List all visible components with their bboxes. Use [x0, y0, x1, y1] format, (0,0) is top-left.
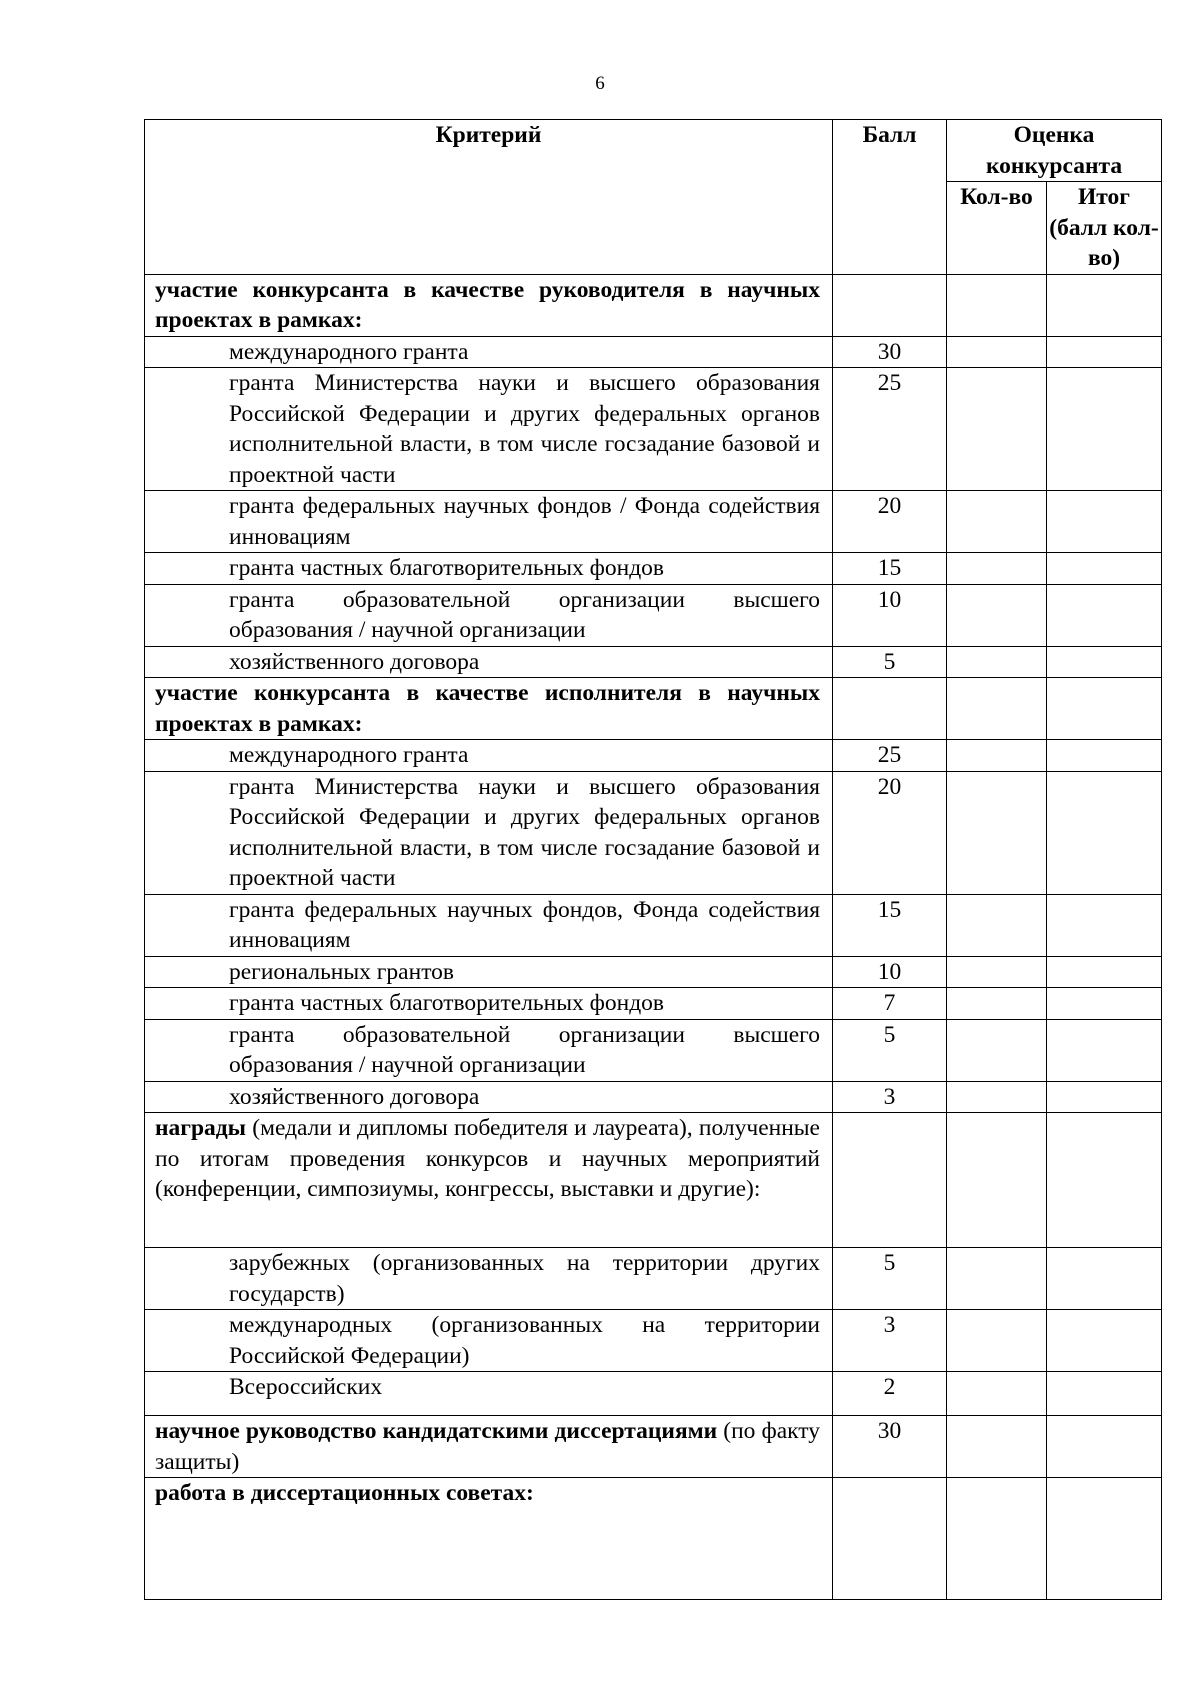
score-cell: 2 [833, 1372, 947, 1416]
table-row [145, 368, 1162, 491]
header-total: Итог (балл кол-во) [1047, 182, 1162, 275]
section-leader-projects: участие конкурсанта в качестве руководителя в научных проектах в рамках: [145, 274, 833, 336]
section-dissertation-supervision [145, 1416, 833, 1478]
awards-description: (медали и дипломы победителя и лауреата), полученные по итогам проведения конкурсов и научных мероприятий (конференции, симпозиумы, конгрессы, выставки и другие): [155, 1115, 820, 1202]
header-assessment: Оценка конкурсанта [947, 120, 1162, 182]
score-cell: 5 [833, 646, 947, 678]
score-cell: 3 [833, 1310, 947, 1372]
total-cell [1047, 491, 1162, 553]
count-cell [947, 1416, 1047, 1478]
score-cell: 7 [833, 988, 947, 1020]
table-row [145, 1113, 1162, 1248]
table-row [145, 988, 1162, 1020]
criterion-cell: хозяйственного договора [145, 646, 833, 678]
criterion-cell: международных (организованных на территории Российской Федерации) [145, 1310, 833, 1372]
score-cell: 15 [833, 894, 947, 956]
table-header-row [145, 120, 1162, 182]
count-cell [947, 956, 1047, 988]
table-row [145, 771, 1162, 894]
total-cell [1047, 740, 1162, 772]
criterion-cell: гранта частных благотворительных фондов [145, 988, 833, 1020]
criterion-cell: гранта Министерства науки и высшего образования Российской Федерации и других федеральных органов исполнительной власти, в том числе госзадание базовой и проектной части [145, 368, 833, 491]
total-cell [1047, 1248, 1162, 1310]
count-cell [947, 1081, 1047, 1113]
score-cell: 25 [833, 740, 947, 772]
score-cell: 30 [833, 1416, 947, 1478]
score-cell: 5 [833, 1248, 947, 1310]
score-cell: 30 [833, 336, 947, 368]
table-row [145, 1478, 1162, 1600]
table-row [145, 584, 1162, 646]
table-row [145, 553, 1162, 585]
table-row [145, 1019, 1162, 1081]
score-cell: 15 [833, 553, 947, 585]
count-cell [947, 1372, 1047, 1416]
criterion-cell: Всероссийских [145, 1372, 833, 1416]
total-cell [1047, 1310, 1162, 1372]
count-cell [947, 678, 1047, 740]
table-row [145, 491, 1162, 553]
table-row [145, 274, 1162, 336]
score-cell: 25 [833, 368, 947, 491]
total-cell [1047, 584, 1162, 646]
count-cell [947, 740, 1047, 772]
score-cell [833, 1113, 947, 1248]
awards-bold-label: награды [155, 1115, 247, 1141]
criterion-cell: зарубежных (организованных на территории других государств) [145, 1248, 833, 1310]
table-row [145, 740, 1162, 772]
criterion-cell: гранта федеральных научных фондов, Фонда содействия инновациям [145, 894, 833, 956]
count-cell [947, 1248, 1047, 1310]
header-criterion: Критерий [145, 120, 833, 275]
count-cell [947, 988, 1047, 1020]
table-row [145, 894, 1162, 956]
score-cell: 10 [833, 584, 947, 646]
count-cell [947, 1310, 1047, 1372]
criterion-cell: хозяйственного договора [145, 1081, 833, 1113]
criterion-cell: гранта частных благотворительных фондов [145, 553, 833, 585]
table-row [145, 678, 1162, 740]
page-number: 6 [595, 73, 605, 94]
criterion-cell: гранта федеральных научных фондов / Фонда содействия инновациям [145, 491, 833, 553]
count-cell [947, 584, 1047, 646]
count-cell [947, 553, 1047, 585]
total-cell [1047, 274, 1162, 336]
table-row [145, 1248, 1162, 1310]
table-row [145, 956, 1162, 988]
total-cell [1047, 553, 1162, 585]
score-cell: 5 [833, 1019, 947, 1081]
total-cell [1047, 1019, 1162, 1081]
criterion-cell: региональных грантов [145, 956, 833, 988]
count-cell [947, 1019, 1047, 1081]
count-cell [947, 894, 1047, 956]
section-executor-projects: участие конкурсанта в качестве исполнителя в научных проектах в рамках: [145, 678, 833, 740]
table-row [145, 336, 1162, 368]
header-score: Балл [833, 120, 947, 275]
table-row [145, 1416, 1162, 1478]
criterion-cell: гранта Министерства науки и высшего образования Российской Федерации и других федеральных органов исполнительной власти, в том числе госзадание базовой и проектной части [145, 771, 833, 894]
supervision-bold-label: научное руководство кандидатскими диссертациями [155, 1418, 718, 1444]
count-cell [947, 336, 1047, 368]
score-cell: 10 [833, 956, 947, 988]
total-cell [1047, 336, 1162, 368]
count-cell [947, 368, 1047, 491]
score-cell [833, 274, 947, 336]
count-cell [947, 646, 1047, 678]
table-row [145, 1372, 1162, 1416]
score-cell [833, 678, 947, 740]
table-row [145, 646, 1162, 678]
count-cell [947, 491, 1047, 553]
count-cell [947, 771, 1047, 894]
total-cell [1047, 368, 1162, 491]
total-cell [1047, 1372, 1162, 1416]
criteria-table [144, 119, 1162, 1600]
supervision-description: (по факту защиты) [155, 1418, 820, 1475]
total-cell [1047, 1416, 1162, 1478]
section-dissertation-councils: работа в диссертационных советах: [145, 1478, 833, 1600]
section-awards [145, 1113, 833, 1248]
total-cell [1047, 1113, 1162, 1248]
table-row [145, 1310, 1162, 1372]
total-cell [1047, 1478, 1162, 1600]
total-cell [1047, 678, 1162, 740]
total-cell [1047, 1081, 1162, 1113]
score-cell: 20 [833, 491, 947, 553]
table-row [145, 1081, 1162, 1113]
total-cell [1047, 988, 1162, 1020]
total-cell [1047, 646, 1162, 678]
criterion-cell: гранта образовательной организации высшего образования / научной организации [145, 1019, 833, 1081]
count-cell [947, 1478, 1047, 1600]
count-cell [947, 274, 1047, 336]
score-cell: 3 [833, 1081, 947, 1113]
count-cell [947, 1113, 1047, 1248]
score-cell: 20 [833, 771, 947, 894]
score-cell [833, 1478, 947, 1600]
total-cell [1047, 956, 1162, 988]
criterion-cell: международного гранта [145, 740, 833, 772]
total-cell [1047, 771, 1162, 894]
criterion-cell: гранта образовательной организации высшего образования / научной организации [145, 584, 833, 646]
total-cell [1047, 894, 1162, 956]
criterion-cell: международного гранта [145, 336, 833, 368]
header-count: Кол-во [947, 182, 1047, 275]
